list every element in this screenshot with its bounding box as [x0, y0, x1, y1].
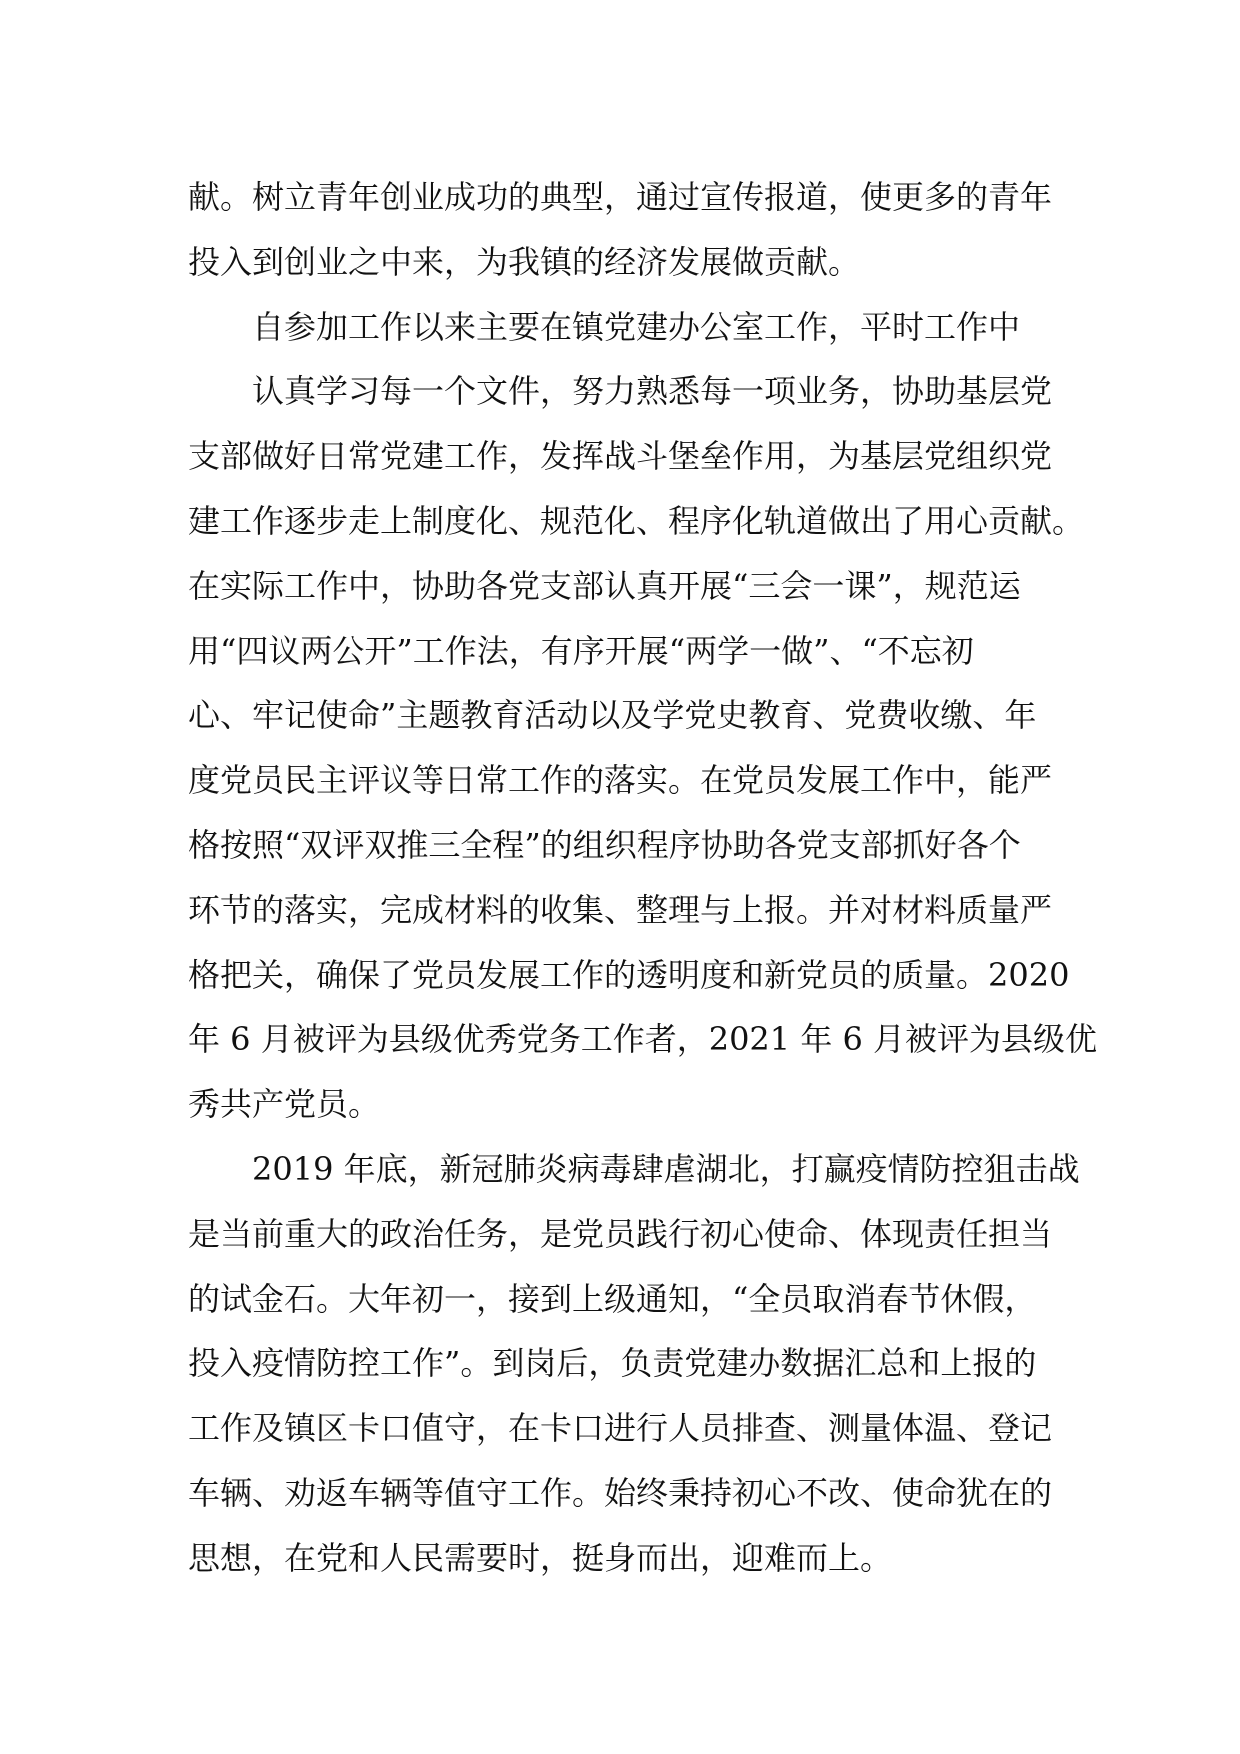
text-line: 格把关，确保了党员发展工作的透明度和新党员的质量。2020	[188, 955, 1070, 994]
text-line: 年 6 月被评为县级优秀党务工作者，2021 年 6 月被评为县级优	[188, 1020, 1098, 1059]
paragraph-start-line: 认真学习每一个文件，努力熟悉每一项业务，协助基层党	[252, 372, 1053, 411]
text-line: 是当前重大的政治任务，是党员践行初心使命、体现责任担当	[188, 1214, 1053, 1253]
text-line: 献。树立青年创业成功的典型，通过宣传报道，使更多的青年	[188, 178, 1053, 216]
text-line: 秀共产党员。	[188, 1085, 381, 1124]
text-line: 格按照“双评双推三全程”的组织程序协助各党支部抓好各个	[188, 825, 1021, 864]
paragraph-start-line: 自参加工作以来主要在镇党建办公室工作，平时工作中	[252, 307, 1021, 346]
body-text	[188, 165, 1098, 1591]
text-line: 投入到创业之中来，为我镇的经济发展做贡献。	[188, 242, 861, 281]
text-line: 在实际工作中，协助各党支部认真开展“三会一课”，规范运	[188, 566, 1021, 605]
text-line: 环节的落实，完成材料的收集、整理与上报。并对材料质量严	[188, 890, 1053, 929]
text-line: 心、牢记使命”主题教育活动以及学党史教育、党费收缴、年	[188, 696, 1037, 735]
text-line: 工作及镇区卡口值守，在卡口进行人员排查、测量体温、登记	[188, 1409, 1053, 1448]
text-line: 思想，在党和人民需要时，挺身而出，迎难而上。	[188, 1538, 893, 1577]
text-line: 的试金石。大年初一，接到上级通知，“全员取消春节休假，	[188, 1279, 1037, 1318]
text-line: 建工作逐步走上制度化、规范化、程序化轨道做出了用心贡献。	[188, 501, 1085, 540]
text-line: 支部做好日常党建工作，发挥战斗堡垒作用，为基层党组织党	[188, 437, 1053, 476]
text-line: 车辆、劝返车辆等值守工作。始终秉持初心不改、使命犹在的	[188, 1473, 1053, 1512]
text-line: 度党员民主评议等日常工作的落实。在党员发展工作中，能严	[188, 761, 1053, 800]
text-line: 用“四议两公开”工作法，有序开展“两学一做”、“不忘初	[188, 631, 974, 670]
paragraph-start-line: 2019 年底，新冠肺炎病毒肆虐湖北，打赢疫情防控狙击战	[252, 1149, 1080, 1188]
text-line: 投入疫情防控工作”。到岗后，负责党建办数据汇总和上报的	[188, 1344, 1037, 1383]
